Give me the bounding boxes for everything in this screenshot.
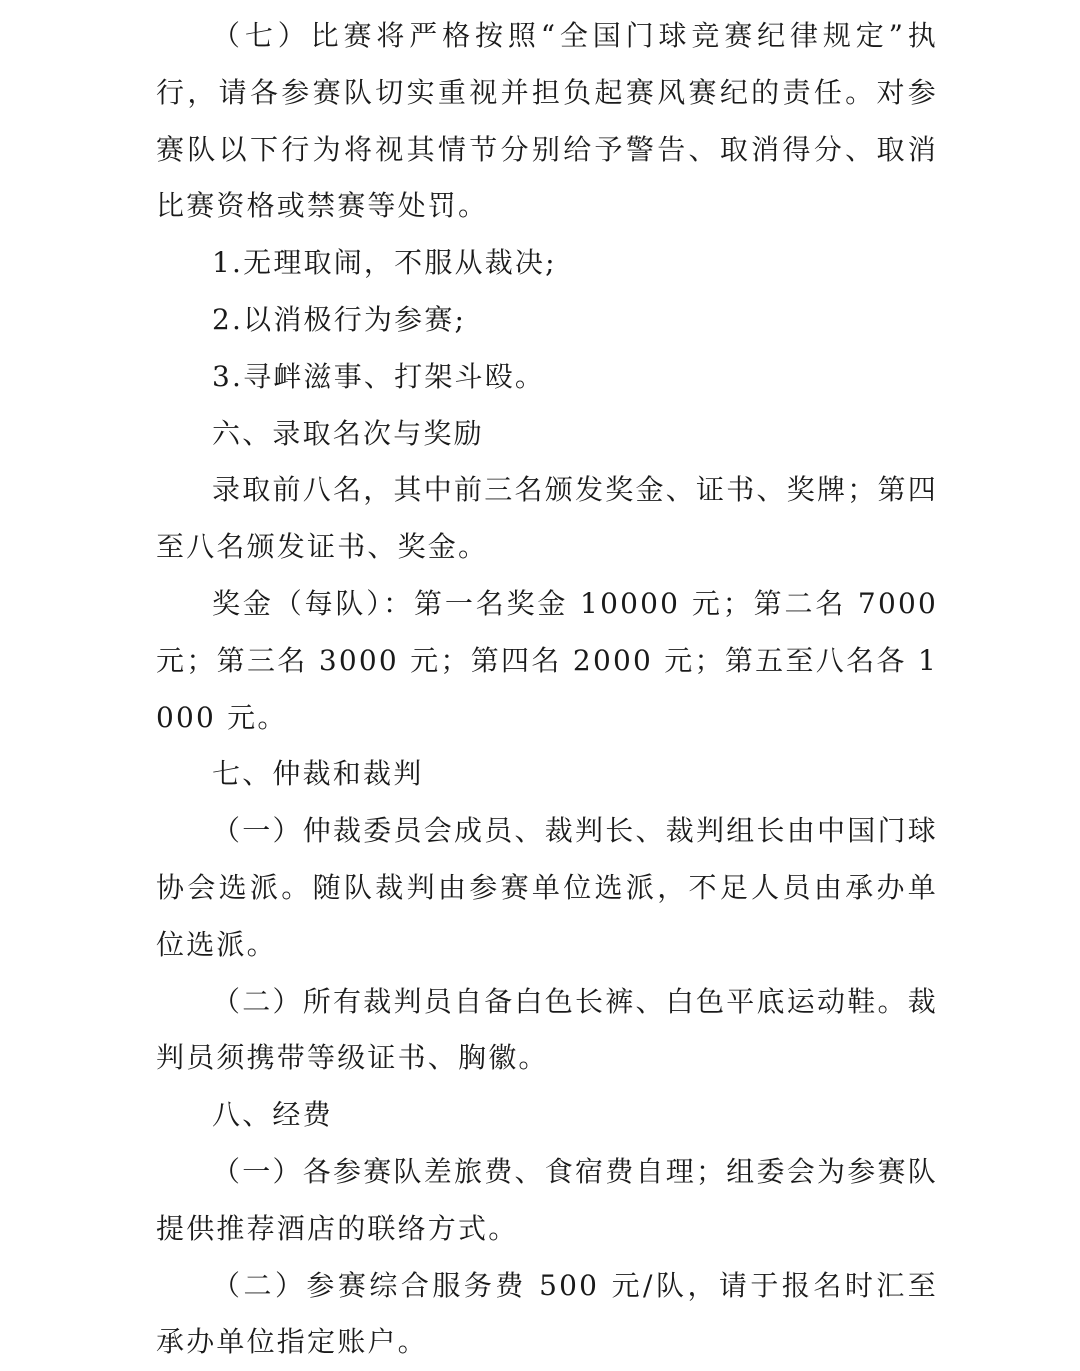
list-item-3: 3.寻衅滋事、打架斗殴。 (212, 359, 546, 393)
arbitration-paragraph-2: （二）所有裁判员自备白色长裤、白色平底运动鞋。裁判员须携带等级证书、胸徽。 (156, 984, 938, 1075)
rule-paragraph-7: （七）比赛将严格按照“全国门球竞赛纪律规定”执行，请各参赛队切实重视并担负起赛风赛纪的责任。对参赛队以下行为将视其情节分别给予警告、取消得分、取消比赛资格或禁赛等处罚。 (156, 19, 938, 223)
section-heading-8: 八、经费 (212, 1098, 333, 1132)
section-heading-7: 七、仲裁和裁判 (212, 757, 424, 791)
expenses-paragraph-2: （二）参赛综合服务费 500 元/队，请于报名时汇至承办单位指定账户。 (156, 1268, 938, 1359)
prize-money-paragraph: 奖金（每队）：第一名奖金 10000 元；第二名 7000 元；第三名 3000 元；第四名 2000 元；第五至八名各 1000 元。 (156, 586, 938, 734)
expenses-paragraph-1: （一）各参赛队差旅费、食宿费自理；组委会为参赛队提供推荐酒店的联络方式。 (156, 1154, 938, 1245)
list-item-2: 2.以消极行为参赛; (212, 302, 467, 336)
section-heading-6: 六、录取名次与奖励 (212, 416, 484, 450)
document-page (156, 8, 938, 1371)
ranking-paragraph: 录取前八名，其中前三名颁发奖金、证书、奖牌；第四至八名颁发证书、奖金。 (156, 473, 938, 564)
arbitration-paragraph-1: （一）仲裁委员会成员、裁判长、裁判组长由中国门球协会选派。随队裁判由参赛单位选派，不足人员由承办单位选派。 (156, 814, 938, 961)
list-item-1: 1.无理取闹，不服从裁决; (212, 246, 557, 280)
